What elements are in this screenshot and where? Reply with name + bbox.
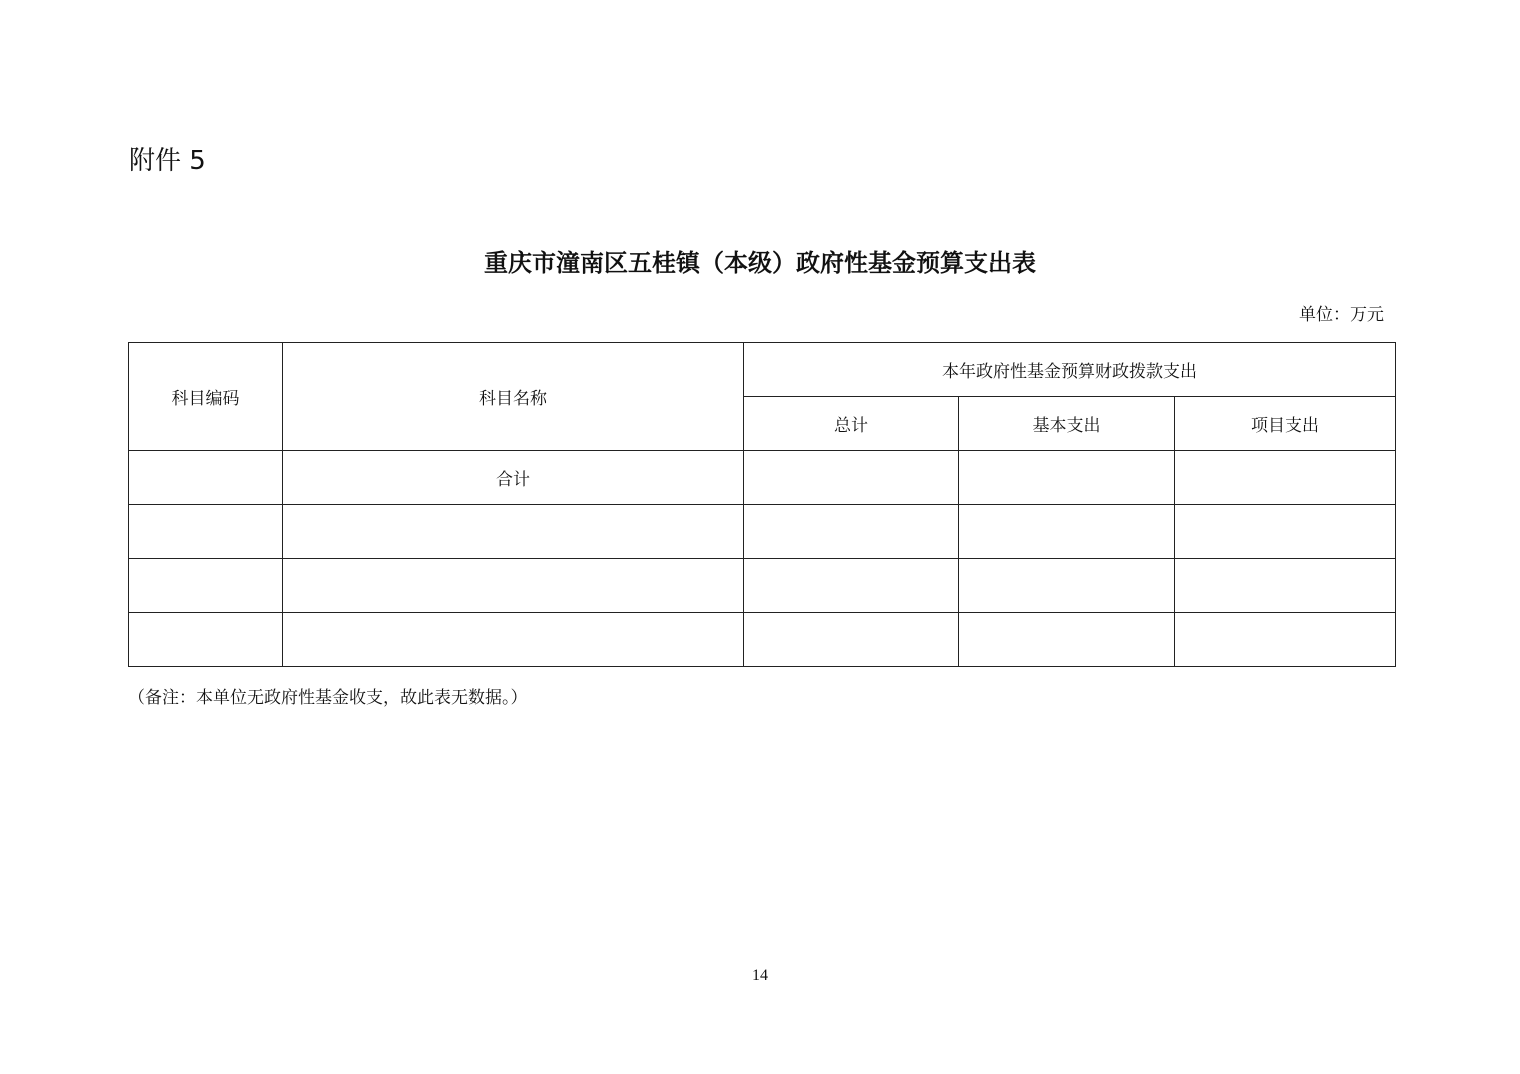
attachment-label: 附件 5 xyxy=(129,146,206,176)
header-group-expenditure: 本年政府性基金预算财政拨款支出 xyxy=(744,343,1396,397)
page-number: 14 xyxy=(752,967,768,984)
budget-table xyxy=(128,342,1396,667)
cell-total xyxy=(744,559,959,613)
cell-basic xyxy=(959,505,1175,559)
table-note: （备注：本单位无政府性基金收支，故此表无数据。） xyxy=(128,688,528,708)
cell-project xyxy=(1175,451,1396,505)
cell-project xyxy=(1175,505,1396,559)
cell-project xyxy=(1175,559,1396,613)
cell-total xyxy=(744,505,959,559)
cell-code xyxy=(129,613,283,667)
document-title: 重庆市潼南区五桂镇（本级）政府性基金预算支出表 xyxy=(484,249,1036,277)
table-row-total xyxy=(129,451,1396,505)
cell-basic xyxy=(959,559,1175,613)
unit-label: 单位：万元 xyxy=(1299,305,1384,325)
header-basic-expenditure: 基本支出 xyxy=(959,397,1175,451)
cell-code xyxy=(129,505,283,559)
header-subject-name: 科目名称 xyxy=(283,343,744,451)
cell-name xyxy=(283,505,744,559)
cell-code xyxy=(129,559,283,613)
table-row xyxy=(129,505,1396,559)
header-subject-code: 科目编码 xyxy=(129,343,283,451)
cell-basic xyxy=(959,451,1175,505)
cell-name xyxy=(283,613,744,667)
header-project-expenditure: 项目支出 xyxy=(1175,397,1396,451)
table-row xyxy=(129,559,1396,613)
table-row xyxy=(129,613,1396,667)
cell-name: 合计 xyxy=(283,451,744,505)
cell-total xyxy=(744,613,959,667)
header-row-1 xyxy=(129,343,1396,397)
cell-total xyxy=(744,451,959,505)
cell-code xyxy=(129,451,283,505)
header-total: 总计 xyxy=(744,397,959,451)
cell-project xyxy=(1175,613,1396,667)
cell-basic xyxy=(959,613,1175,667)
cell-name xyxy=(283,559,744,613)
